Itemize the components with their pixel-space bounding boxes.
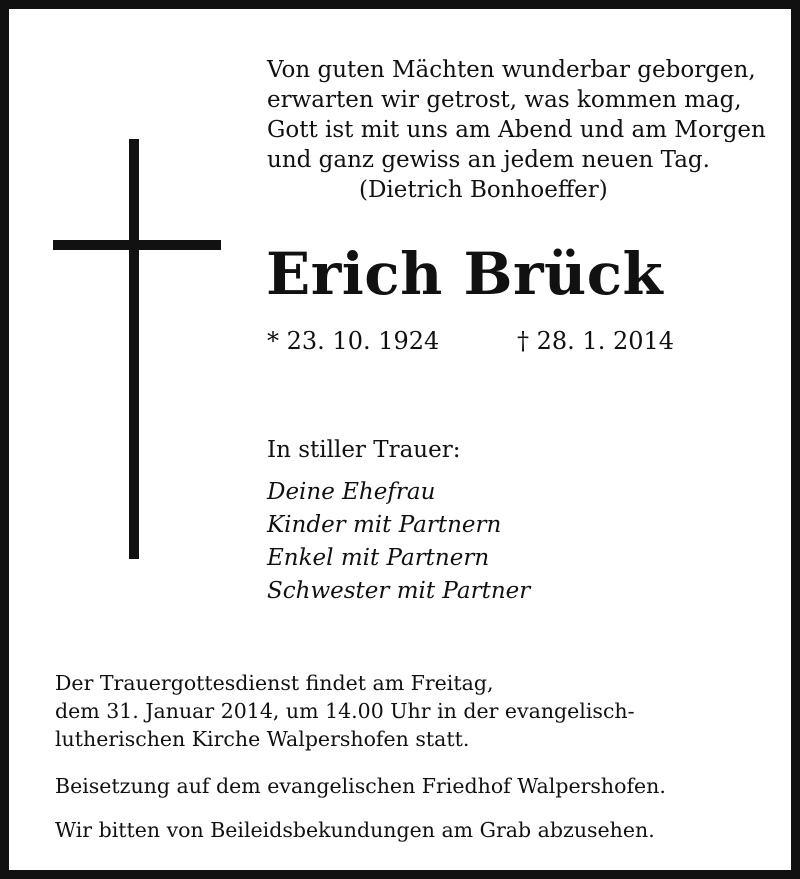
poem-line: und ganz gewiss an jedem neuen Tag. [267,147,710,173]
condolence-request: Wir bitten von Beileidsbekundungen am Grab abzusehen. [55,818,655,842]
life-dates [267,325,675,357]
poem-line: Von guten Mächten wunderbar geborgen, [267,57,756,83]
service-line: dem 31. Januar 2014, um 14.00 Uhr in der evangelisch- [55,699,635,723]
poem-author: (Dietrich Bonhoeffer) [359,177,608,203]
poem-line: Gott ist mit uns am Abend und am Morgen [267,117,766,143]
mourner-item: Schwester mit Partner [267,578,531,604]
mourner-item: Kinder mit Partnern [267,512,502,538]
mourner-item: Enkel mit Partnern [267,545,490,571]
poem [267,55,766,205]
cross-vertical-bar [129,139,139,559]
service-line: Der Trauergottesdienst findet am Freitag, [55,671,494,695]
poem-line: erwarten wir getrost, was kommen mag, [267,87,742,113]
death-date: † 28. 1. 2014 [517,327,675,355]
cross-horizontal-bar [53,240,221,250]
service-info [55,669,635,753]
service-line: lutherischen Kirche Walpershofen statt. [55,727,470,751]
deceased-name: Erich Brück [266,240,664,308]
birth-date: * 23. 10. 1924 [267,327,440,355]
burial-info: Beisetzung auf dem evangelischen Friedhof Walpershofen. [55,774,666,798]
mourning-title: In stiller Trauer: [267,437,461,463]
mourner-item: Deine Ehefrau [267,479,436,505]
mourners-list [267,476,530,608]
